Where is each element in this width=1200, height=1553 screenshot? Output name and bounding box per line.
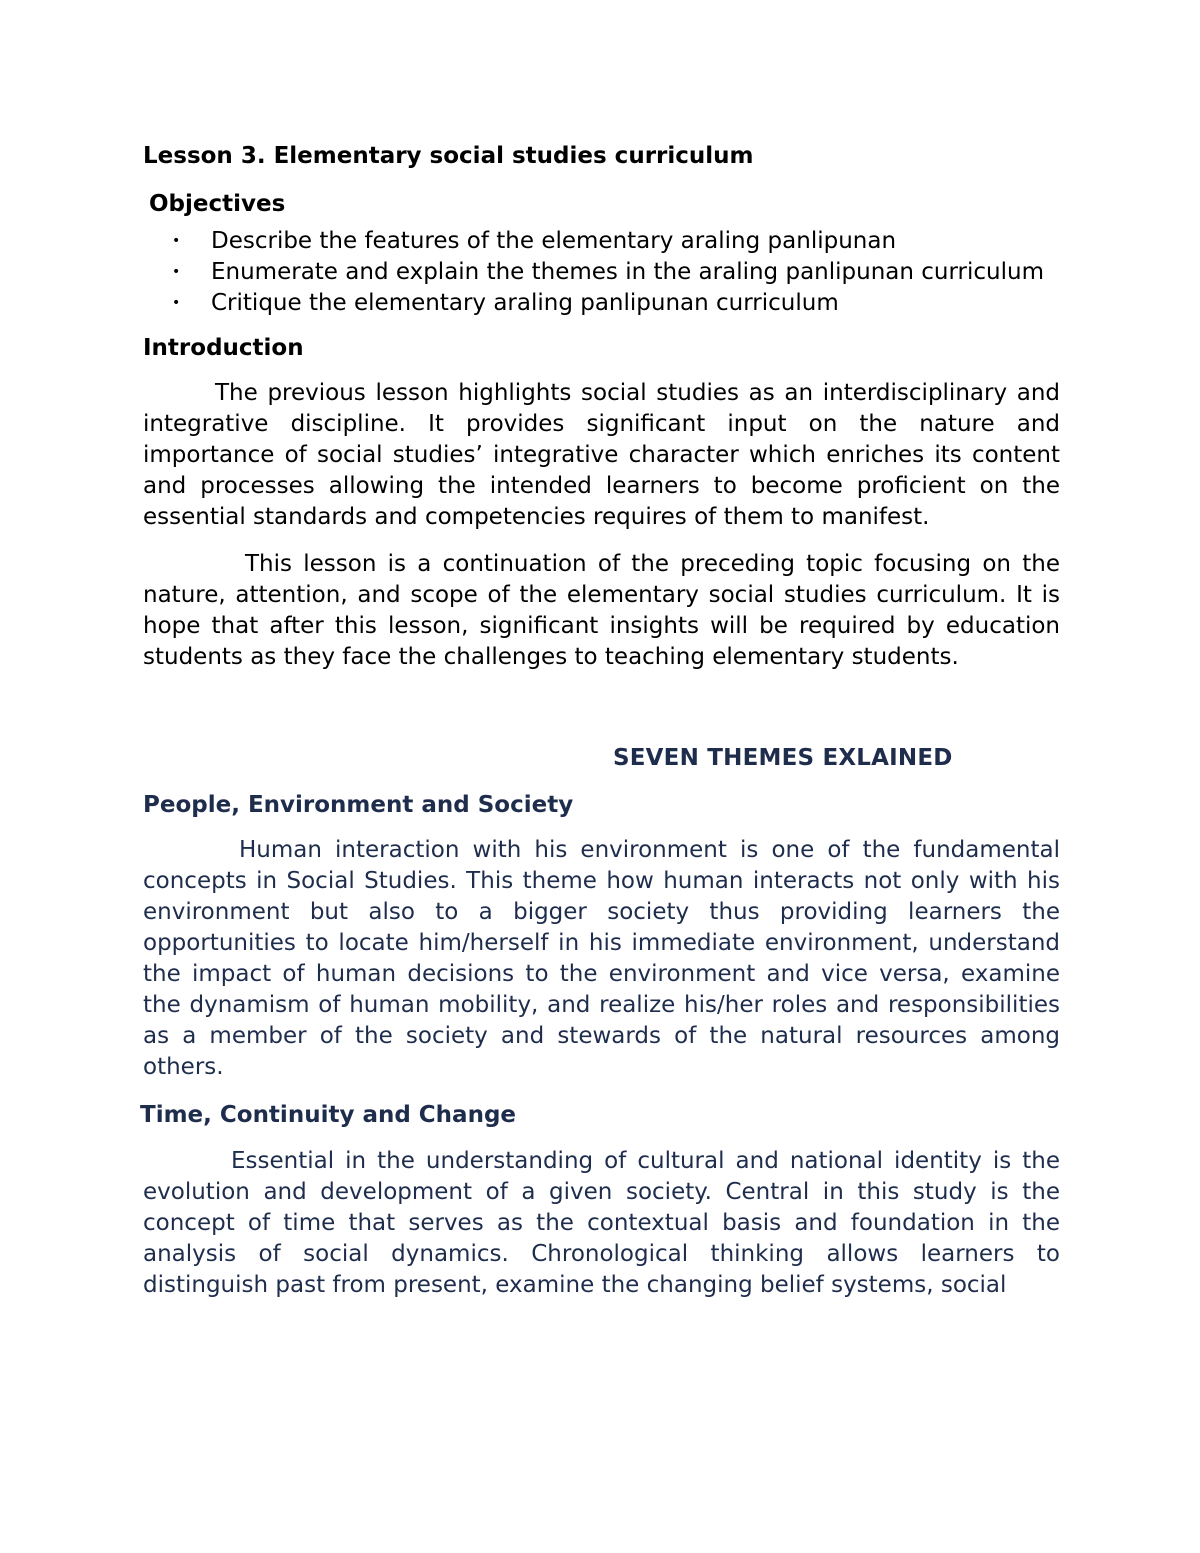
objective-item — [143, 226, 1060, 257]
introduction-paragraph: The previous lesson highlights social studies as an interdisciplinary and integrative discipline. It provides significant input on the nature and importance of social studies’ integrative character which enriches its content and processes allowing the intended learners to become proficient on the essential standards and competencies requires of them to manifest. — [143, 380, 1060, 530]
bullet-icon: • — [172, 233, 181, 249]
document-content — [140, 140, 1060, 1301]
objective-item — [143, 257, 1060, 288]
theme-paragraph: Essential in the understanding of cultural and national identity is the evolution and development of a given society. Central in this study is the concept of time that serves as the contextual basis and foundation in the analysis of social dynamics. Chronological thinking allows learners to distinguish past from present, examine the changing belief systems, social — [143, 1148, 1060, 1298]
themes-title: SEVEN THEMES EXLAINED — [613, 745, 953, 771]
theme-heading: People, Environment and Society — [143, 792, 574, 818]
objective-text: Critique the elementary araling panlipunan curriculum — [211, 290, 839, 316]
objective-text: Describe the features of the elementary araling panlipunan — [211, 228, 897, 254]
objective-text: Enumerate and explain the themes in the araling panlipunan curriculum — [211, 259, 1044, 285]
bullet-icon: • — [172, 295, 181, 311]
introduction-paragraph: This lesson is a continuation of the preceding topic focusing on the nature, attention, and scope of the elementary social studies curriculum. It is hope that after this lesson, significant insights will be required by education students as they face the challenges to teaching elementary students. — [143, 551, 1060, 670]
lesson-title: Lesson 3. Elementary social studies curriculum — [143, 143, 754, 169]
bullet-icon: • — [172, 264, 181, 280]
objectives-list — [143, 226, 1060, 319]
introduction-heading: Introduction — [143, 335, 304, 361]
theme-paragraph: Human interaction with his environment is one of the fundamental concepts in Social Studies. This theme how human interacts not only with his environment but also to a bigger society thus providing learners the opportunities to locate him/herself in his immediate environment, understand the impact of human decisions to the environment and vice versa, examine the dynamism of human mobility, and realize his/her roles and responsibilities as a member of the society and stewards of the natural resources among others. — [143, 837, 1060, 1080]
theme-heading: Time, Continuity and Change — [140, 1102, 517, 1128]
objective-item — [143, 288, 1060, 319]
objectives-heading: Objectives — [149, 191, 286, 217]
